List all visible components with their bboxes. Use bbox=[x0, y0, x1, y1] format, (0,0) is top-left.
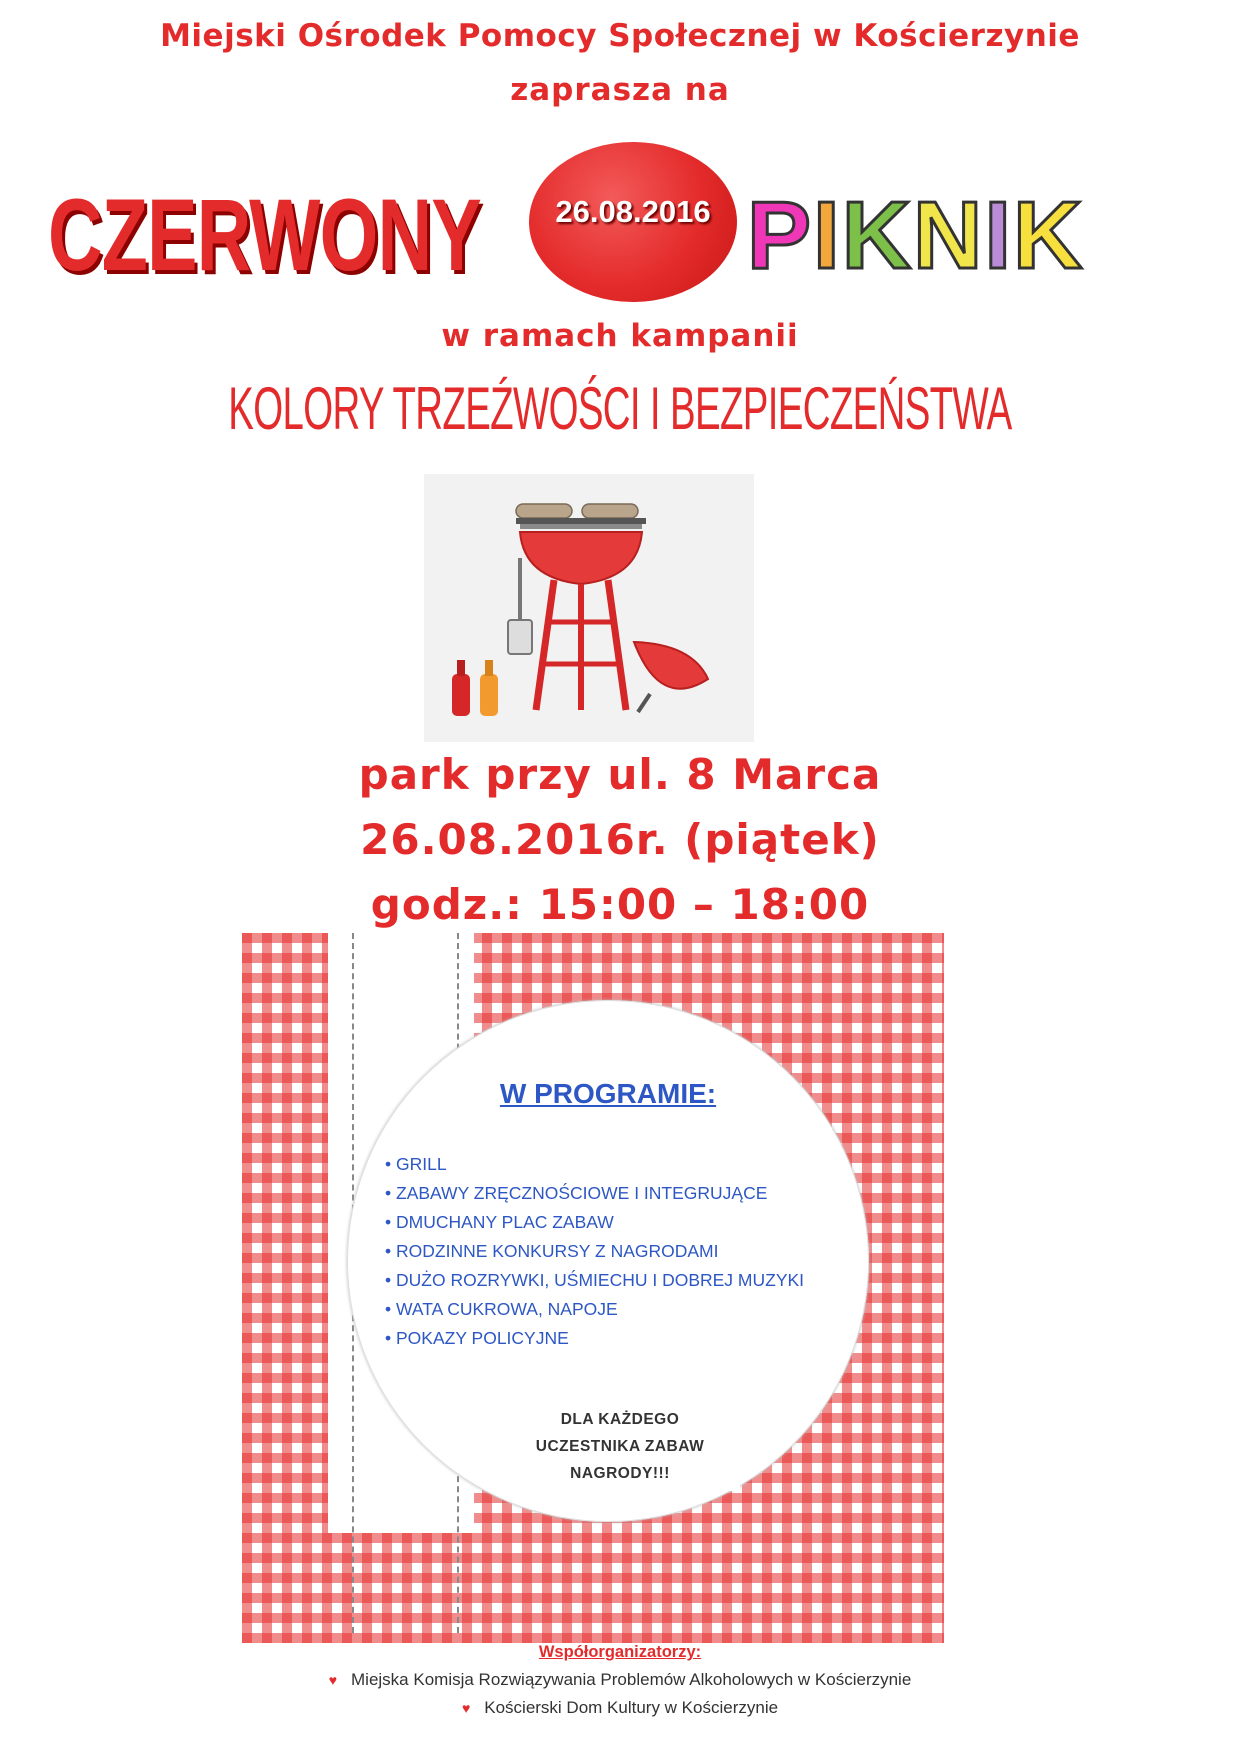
coorganizer-item bbox=[0, 1698, 1240, 1718]
organizer-name: Miejski Ośrodek Pomocy Społecznej w Kościerzynie bbox=[160, 18, 1080, 54]
program-item: • POKAZY POLICYJNE bbox=[385, 1324, 815, 1353]
campaign-name: KOLORY TRZEŹWOŚCI I BEZPIECZEŃSTWA bbox=[228, 375, 1012, 442]
program-item: • ZABAWY ZRĘCZNOŚCIOWE I INTEGRUJĄCE bbox=[385, 1179, 815, 1208]
event-place: park przy ul. 8 Marca bbox=[358, 750, 882, 799]
piknik-letter: K bbox=[1013, 182, 1083, 289]
piknik-letter: I bbox=[984, 182, 1012, 289]
title-piknik bbox=[747, 182, 1083, 300]
heart-icon: ♥ bbox=[328, 1672, 338, 1688]
coorganizer-item bbox=[0, 1670, 1240, 1690]
grill-icon bbox=[424, 474, 754, 742]
campaign-intro: w ramach kampanii bbox=[441, 318, 799, 354]
event-date: 26.08.2016r. (piątek) bbox=[360, 815, 880, 864]
program-item: • RODZINNE KONKURSY Z NAGRODAMI bbox=[385, 1237, 815, 1266]
piknik-letter: K bbox=[841, 182, 912, 289]
program-list bbox=[385, 1150, 815, 1353]
program-title: W PROGRAMIE: bbox=[499, 1078, 717, 1109]
grill-illustration bbox=[424, 474, 754, 742]
campaign-name-wrap bbox=[0, 374, 1240, 443]
coorganizer-name: Miejska Komisja Rozwiązywania Problemów Alkoholowych w Kościerzynie bbox=[351, 1670, 912, 1689]
program-item: • GRILL bbox=[385, 1150, 815, 1179]
prize-line: NAGRODY!!! bbox=[570, 1465, 670, 1482]
piknik-letter: N bbox=[913, 182, 983, 289]
piknik-letter: P bbox=[747, 182, 812, 289]
piknik-letter: I bbox=[813, 182, 840, 289]
title-czerwony: CZERWONY bbox=[48, 178, 481, 292]
prize-line: UCZESTNIKA ZABAW bbox=[535, 1438, 705, 1455]
program-item: • DMUCHANY PLAC ZABAW bbox=[385, 1208, 815, 1237]
prize-line: DLA KAŻDEGO bbox=[560, 1411, 680, 1428]
event-hours: godz.: 15:00 – 18:00 bbox=[370, 880, 870, 929]
coorganizer-name: Kościerski Dom Kultury w Kościerzynie bbox=[484, 1698, 779, 1717]
prize-note bbox=[500, 1406, 740, 1487]
heart-icon: ♥ bbox=[461, 1700, 471, 1716]
coorganizers-title: Współorganizatorzy: bbox=[538, 1643, 702, 1661]
program-item: • WATA CUKROWA, NAPOJE bbox=[385, 1295, 815, 1324]
invitation-text: zaprasza na bbox=[510, 72, 730, 108]
date-badge: 26.08.2016 bbox=[555, 194, 711, 229]
program-item: • DUŻO ROZRYWKI, UŚMIECHU I DOBREJ MUZYKI bbox=[385, 1266, 815, 1295]
